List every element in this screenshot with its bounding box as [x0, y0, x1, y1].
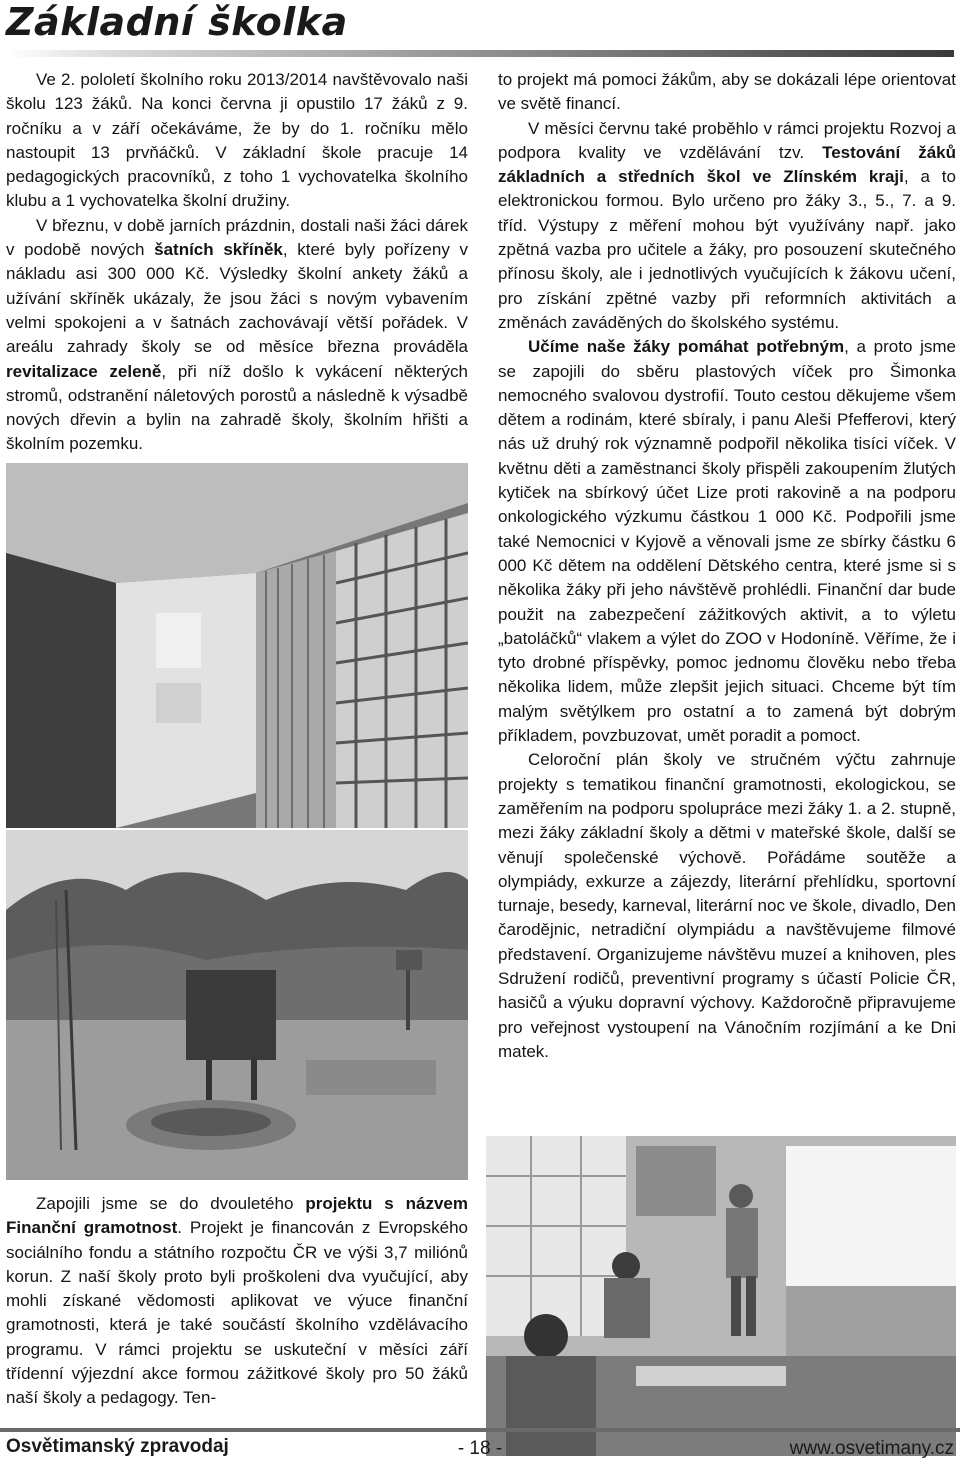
paragraph-project-goal: to projekt má pomoci žákům, aby se dokázali lépe orientovat ve světě financí.: [498, 70, 956, 114]
title-divider: [6, 50, 954, 57]
bottom-left-column: [6, 1192, 468, 1411]
paragraph-annual-plan: Celoroční plán školy ve stručném výčtu zahrnuje projekty s tematikou finanční gramotnosti, ekologickou, se zaměřením na podporu spolupráce mezi žáky 1. a 2. stupně, mezi žáky základní školy a dětmi v mateřské škole, další se věnují společenské výchově. Pořádáme soutěže a olympiády, exkurze a zájezdy, literární přehlídku, sportovní turnaje, besedy, karneval, literární noc ve škole, divadlo, Den čarodějnic, netradiční olympiádu a navštěvujeme filmové představení. Organizujeme návštěvu muzeí a knihoven, ples Sdružení rodičů, preventivní programy s účastí Policie ČR, hasičů a výuku dopravní výchovy. Každoročně připravujeme pro veřejnost vystoupení na Vánočním rozjímání a ke Dni matek.: [498, 750, 956, 1061]
paragraph-school-stats: Ve 2. pololetí školního roku 2013/2014 navštěvovalo naši školu 123 žáků. Na konci června ji opustilo 17 žáků z 9. ročníku a v září očekáváme, že by do 1. ročníku mělo nastoupit 13 prvňáčků. V základní škole pracuje 14 pedagogických pracovníků, z toho 1 vychovatelka školního klubu a 1 vychovatelka školní družiny.: [6, 70, 468, 211]
right-column: [498, 68, 956, 1064]
photo-locker-corridor: [6, 463, 468, 828]
paragraph-financial-literacy: Zapojili jsme se do dvouletého projektu s názvem Finanční gramotnost. Projekt je financován z Evropského sociálního fondu a státního rozpočtu ČR ve výši 3,7 miliónů korun. Z naší školy proto byli proškoleni dva vyučující, aby mohli získané vědomosti aplikovat ve výuce finanční gramotnosti, která je také součástí školního vzdělávacího programu. V rámci projektu se uskuteční v měsíci září třídenní výjezdní akce formou zážitkové školy pro 50 žáků naší školy a pedagogy. Ten-: [6, 1194, 468, 1408]
paragraph-testing: V měsíci červnu také proběhlo v rámci projektu Rozvoj a podpora kvality ve vzdělávání tzv. Testování žáků základních a středních škol ve Zlínském kraji, a to elektronickou formou. Bylo určeno pro žáky 3., 5., 7. a 9. tříd. Výstupy z měření mohou být využívány např. jako zpětná vazba pro učitele a žáky, pro posouzení skutečného přínosu školy, ale i jednotlivých vyučujících k žákovu učení, pro získání zpětné vazby při reformních aktivitách a změnách zaváděných do školského systému.: [498, 118, 956, 332]
left-column: [6, 68, 468, 457]
publication-name: Osvětimanský zpravodaj: [6, 1436, 229, 1457]
page-title: Základní školka: [6, 0, 348, 44]
photo-classroom-presentation: [486, 1136, 956, 1456]
paragraph-lockers-garden: V březnu, v době jarních prázdnin, dostali naši žáci dárek v podobě nových šatních skříněk, které byly pořízeny v nákladu asi 300 000 Kč. Výsledky školní ankety žáků a užívání skříněk ukázaly, že jsou žáci s novým vybavením velmi spokojeni a v šatnách zachovávají větší pořádek. V areálu zahrady školy se od měsíce března prováděla revitalizace zeleně, při níž došlo k vykácení některých stromů, odstranění náletových porostů a následně k výsadbě nových dřevin a bylin na zahradě školy, školním hřišti a školním pozemku.: [6, 215, 469, 454]
website-link[interactable]: www.osvetimany.cz: [789, 1438, 954, 1459]
paragraph-charity: Učíme naše žáky pomáhat potřebným, a proto jsme se zapojili do sběru plastových víček pro Šimonka nemocného svalovou dystrofií. Touto cestou děkujeme všem dětem a rodinám, které sbíraly, i panu Aleši Pfefferovi, který nás už druhý rok významně podpořil několika tisíci víček. V květnu děti a zaměstnanci školy přispěli zakoupením žlutých kytiček na sbírkový účet Lize proti rakovině a na podporu onkologického výzkumu částkou 1 000 Kč. Podpořili jsme také Nemocnici v Kyjově a věnovali jsme ze sbírky částku 6 000 Kč dětem na oddělení Dětského centra, které jsme si s několika žáky při jeho návštěvě prohlédli. Finanční dar bude použit na zabezpečení zážitkových aktivit, a to výletu „batoláčků“ vlakem a výlet do ZOO v Hodoníně. Věříme, že i tyto drobné příspěvky, pomoc jednomu člověku nebo třeba několika lidem, může zlepšit jejich situaci. Chceme být tím malým světýlkem pro ostatní a to zamená být dobrým příkladem, povzbuzovat, umět poradit a pomoct.: [498, 337, 956, 746]
page-footer: [0, 1428, 960, 1472]
page-number: - 18 -: [457, 1438, 503, 1459]
photo-school-garden: [6, 830, 468, 1180]
